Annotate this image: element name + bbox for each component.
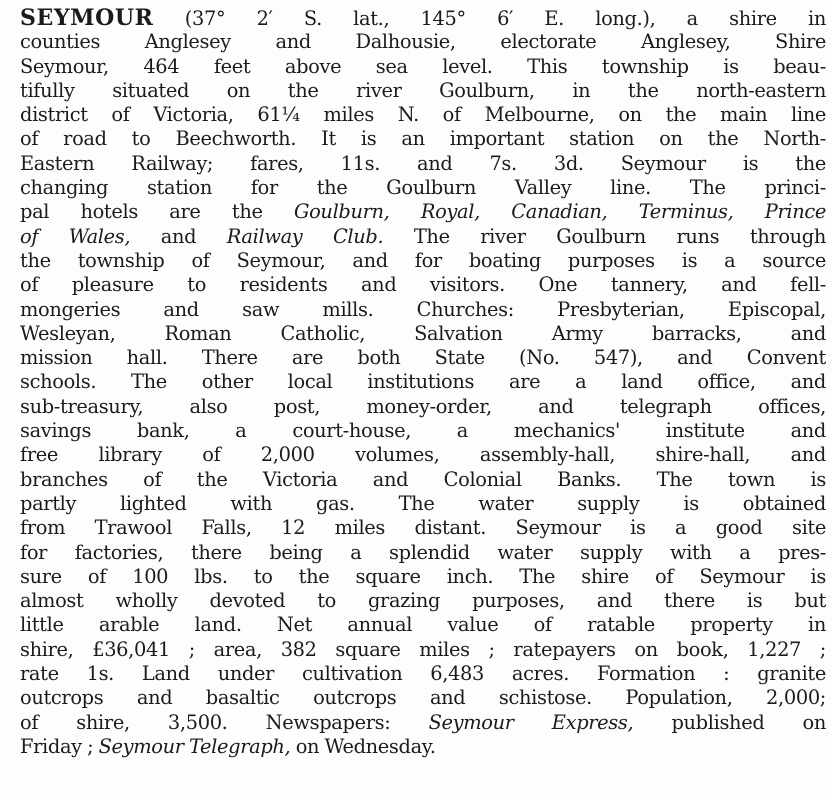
text-segment: mongeries and saw mills. Churches: Presbyterian, Episcopal, bbox=[20, 297, 826, 321]
text-line bbox=[20, 346, 826, 370]
text-segment: Wesleyan, Roman Catholic, Salvation Army barracks, and bbox=[20, 321, 826, 345]
text-segment: almost wholly devoted to grazing purposes, and there is but bbox=[20, 589, 826, 613]
text-segment: savings bank, a court-house, a mechanics' institute and bbox=[20, 419, 826, 443]
text-segment: counties Anglesey and Dalhousie, electorate Anglesey, Shire bbox=[20, 30, 826, 54]
text-line bbox=[20, 541, 826, 565]
text-line bbox=[20, 79, 826, 103]
italic-text: Railway Club. bbox=[226, 224, 384, 248]
text-line bbox=[20, 225, 826, 249]
text-segment: Eastern Railway; fares, 11s. and 7s. 3d. Seymour is the bbox=[20, 151, 826, 175]
text-segment: on Wednesday. bbox=[290, 734, 436, 758]
text-segment: published on bbox=[633, 710, 826, 734]
text-line bbox=[20, 516, 826, 540]
text-segment: sure of 100 lbs. to the square inch. The shire of Seymour is bbox=[20, 564, 826, 588]
text-line bbox=[20, 735, 826, 759]
text-line bbox=[20, 273, 826, 297]
text-segment: pal hotels are the bbox=[20, 200, 294, 224]
text-line bbox=[20, 103, 826, 127]
text-segment: branches of the Victoria and Colonial Banks. The town is bbox=[20, 467, 826, 491]
text-segment: tifully situated on the river Goulburn, in the north-eastern bbox=[20, 78, 826, 102]
gazetteer-entry-seymour bbox=[20, 6, 826, 759]
text-line bbox=[20, 443, 826, 467]
text-line bbox=[20, 686, 826, 710]
text-segment: Friday ; bbox=[20, 734, 99, 758]
text-segment: district of Victoria, 61¼ miles N. of Melbourne, on the main line bbox=[20, 103, 826, 127]
text-line bbox=[20, 589, 826, 613]
text-segment: for factories, there being a splendid water supply with a pres- bbox=[20, 540, 826, 564]
text-line bbox=[20, 662, 826, 686]
text-line bbox=[20, 30, 826, 54]
text-segment: schools. The other local institutions are a land office, and bbox=[20, 370, 826, 394]
text-segment: The river Goulburn runs through bbox=[383, 224, 826, 248]
text-line bbox=[20, 419, 826, 443]
text-segment: the township of Seymour, and for boating purposes is a source bbox=[20, 248, 826, 272]
text-segment: of pleasure to residents and visitors. One tannery, and fell- bbox=[20, 273, 826, 297]
text-line bbox=[20, 298, 826, 322]
italic-text: Seymour Express, bbox=[428, 710, 634, 734]
text-line bbox=[20, 492, 826, 516]
text-segment: mission hall. There are both State (No. 547), and Convent bbox=[20, 346, 826, 370]
entry-headword: SEYMOUR bbox=[20, 5, 154, 31]
text-line bbox=[20, 55, 826, 79]
text-segment: sub-treasury, also post, money-order, and telegraph offices, bbox=[20, 394, 826, 418]
text-segment: shire, £36,041 ; area, 382 square miles ; ratepayers on book, 1,227 ; bbox=[20, 637, 826, 661]
text-line bbox=[20, 322, 826, 346]
text-line bbox=[20, 395, 826, 419]
text-line bbox=[20, 176, 826, 200]
text-segment: of road to Beechworth. It is an important station on the North- bbox=[20, 127, 826, 151]
text-segment: partly lighted with gas. The water supply is obtained bbox=[20, 491, 826, 515]
text-segment: changing station for the Goulburn Valley line. The princi- bbox=[20, 176, 826, 200]
text-segment: rate 1s. Land under cultivation 6,483 acres. Formation : granite bbox=[20, 662, 826, 686]
text-line bbox=[20, 468, 826, 492]
text-line bbox=[20, 613, 826, 637]
text-line bbox=[20, 127, 826, 151]
text-line bbox=[20, 6, 826, 30]
text-line bbox=[20, 249, 826, 273]
text-line bbox=[20, 152, 826, 176]
text-line bbox=[20, 370, 826, 394]
italic-text: Goulburn, Royal, Canadian, Terminus, Prince bbox=[293, 200, 827, 224]
italic-text: Seymour Telegraph, bbox=[98, 734, 291, 758]
text-segment: and bbox=[130, 224, 227, 248]
text-segment: free library of 2,000 volumes, assembly-hall, shire-hall, and bbox=[20, 443, 826, 467]
text-segment: little arable land. Net annual value of ratable property in bbox=[20, 613, 826, 637]
text-segment: from Trawool Falls, 12 miles distant. Seymour is a good site bbox=[20, 516, 826, 540]
text-line bbox=[20, 200, 826, 224]
text-segment: (37° 2′ S. lat., 145° 6′ E. long.), a shire in bbox=[153, 7, 826, 30]
text-segment: of shire, 3,500. Newspapers: bbox=[20, 710, 429, 734]
text-segment: outcrops and basaltic outcrops and schistose. Population, 2,000; bbox=[20, 686, 826, 710]
text-segment: Seymour, 464 feet above sea level. This township is beau- bbox=[20, 54, 826, 78]
italic-text: of Wales, bbox=[20, 224, 131, 248]
text-line bbox=[20, 565, 826, 589]
text-line bbox=[20, 711, 826, 735]
text-line bbox=[20, 638, 826, 662]
